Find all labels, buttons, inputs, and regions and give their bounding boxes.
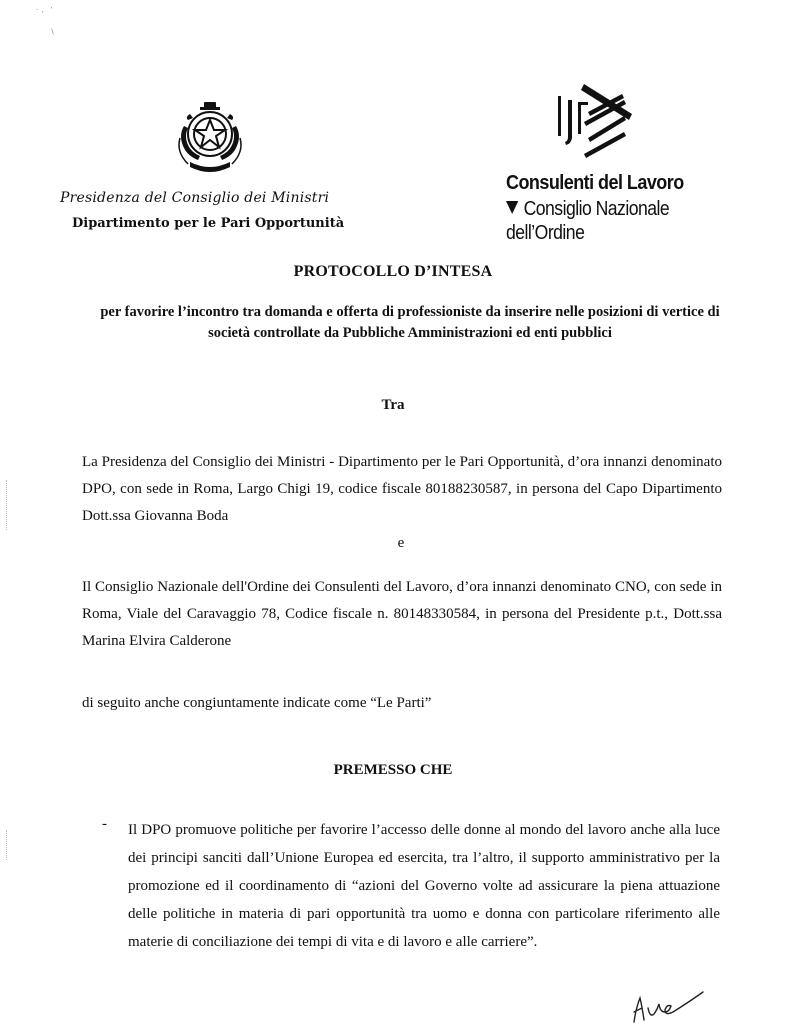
handwritten-initials-icon	[628, 990, 718, 1024]
triangle-down-icon	[506, 201, 518, 214]
document-subtitle: per favorire l’incontro tra domanda e offerta di professioniste da inserire nelle posizioni di vertice di società controllate da Pubbliche Amministrazioni ed enti pubblici	[100, 304, 720, 341]
document-title: PROTOCOLLO D’INTESA	[293, 263, 493, 280]
between-heading: Tra	[381, 397, 405, 413]
italian-republic-emblem-icon	[170, 98, 250, 180]
party-dpo-paragraph: La Presidenza del Consiglio dei Ministri - Dipartimento per le Pari Opportunità, d’ora innanzi denominato DPO, con sede in Roma, Largo Chigi 19, codice fiscale 80188230587, in persona del Capo Dipartimento Dott.ssa Giovanna Boda	[82, 454, 722, 524]
and-separator: e	[397, 535, 405, 551]
parties-definition: di seguito anche congiuntamente indicate come “Le Parti”	[82, 695, 432, 711]
scan-edge-marks	[6, 480, 9, 530]
list-bullet: -	[102, 816, 107, 832]
cdl-logo-subtitle	[506, 198, 669, 221]
premises-heading: PREMESSO CHE	[333, 762, 453, 778]
presidency-script-label: Presidenza del Consiglio dei Ministri	[60, 190, 330, 206]
scan-edge-marks	[6, 830, 9, 860]
cdl-logo-subtitle-text: Consiglio Nazionale	[523, 198, 670, 220]
cdl-logo-subtitle-line3: dell’Ordine	[506, 222, 585, 244]
department-label: Dipartimento per le Pari Opportunità	[72, 216, 345, 231]
party-cno-paragraph: Il Consiglio Nazionale dell'Ordine dei Consulenti del Lavoro, d’ora innanzi denominato CNO, con sede in Roma, Viale del Caravaggio 78, Codice fiscale n. 80148330584, in persona del Presidente p.t., Dott.ssa Marina Elvira Calderone	[82, 579, 722, 649]
consulenti-del-lavoro-logo-icon	[548, 78, 638, 174]
premise-item: Il DPO promuove politiche per favorire l’accesso delle donne al mondo del lavoro anche alla luce dei principi sanciti dall’Unione Europea ed esercita, tra l’altro, il supporto amministrativo per la promozione ed il coordinamento di “azioni del Governo volte ad assicurare la piena attuazione delle politiche in materia di pari opportunità tra uomo e donna con particolare riferimento alle materie di conciliazione dei tempi di vita e di lavoro e alle carriere”.	[128, 822, 720, 950]
cdl-logo-title: Consulenti del Lavoro	[506, 172, 684, 194]
scan-mark: ∖	[50, 28, 55, 36]
scan-marks: ⋅ , ′	[36, 6, 53, 14]
